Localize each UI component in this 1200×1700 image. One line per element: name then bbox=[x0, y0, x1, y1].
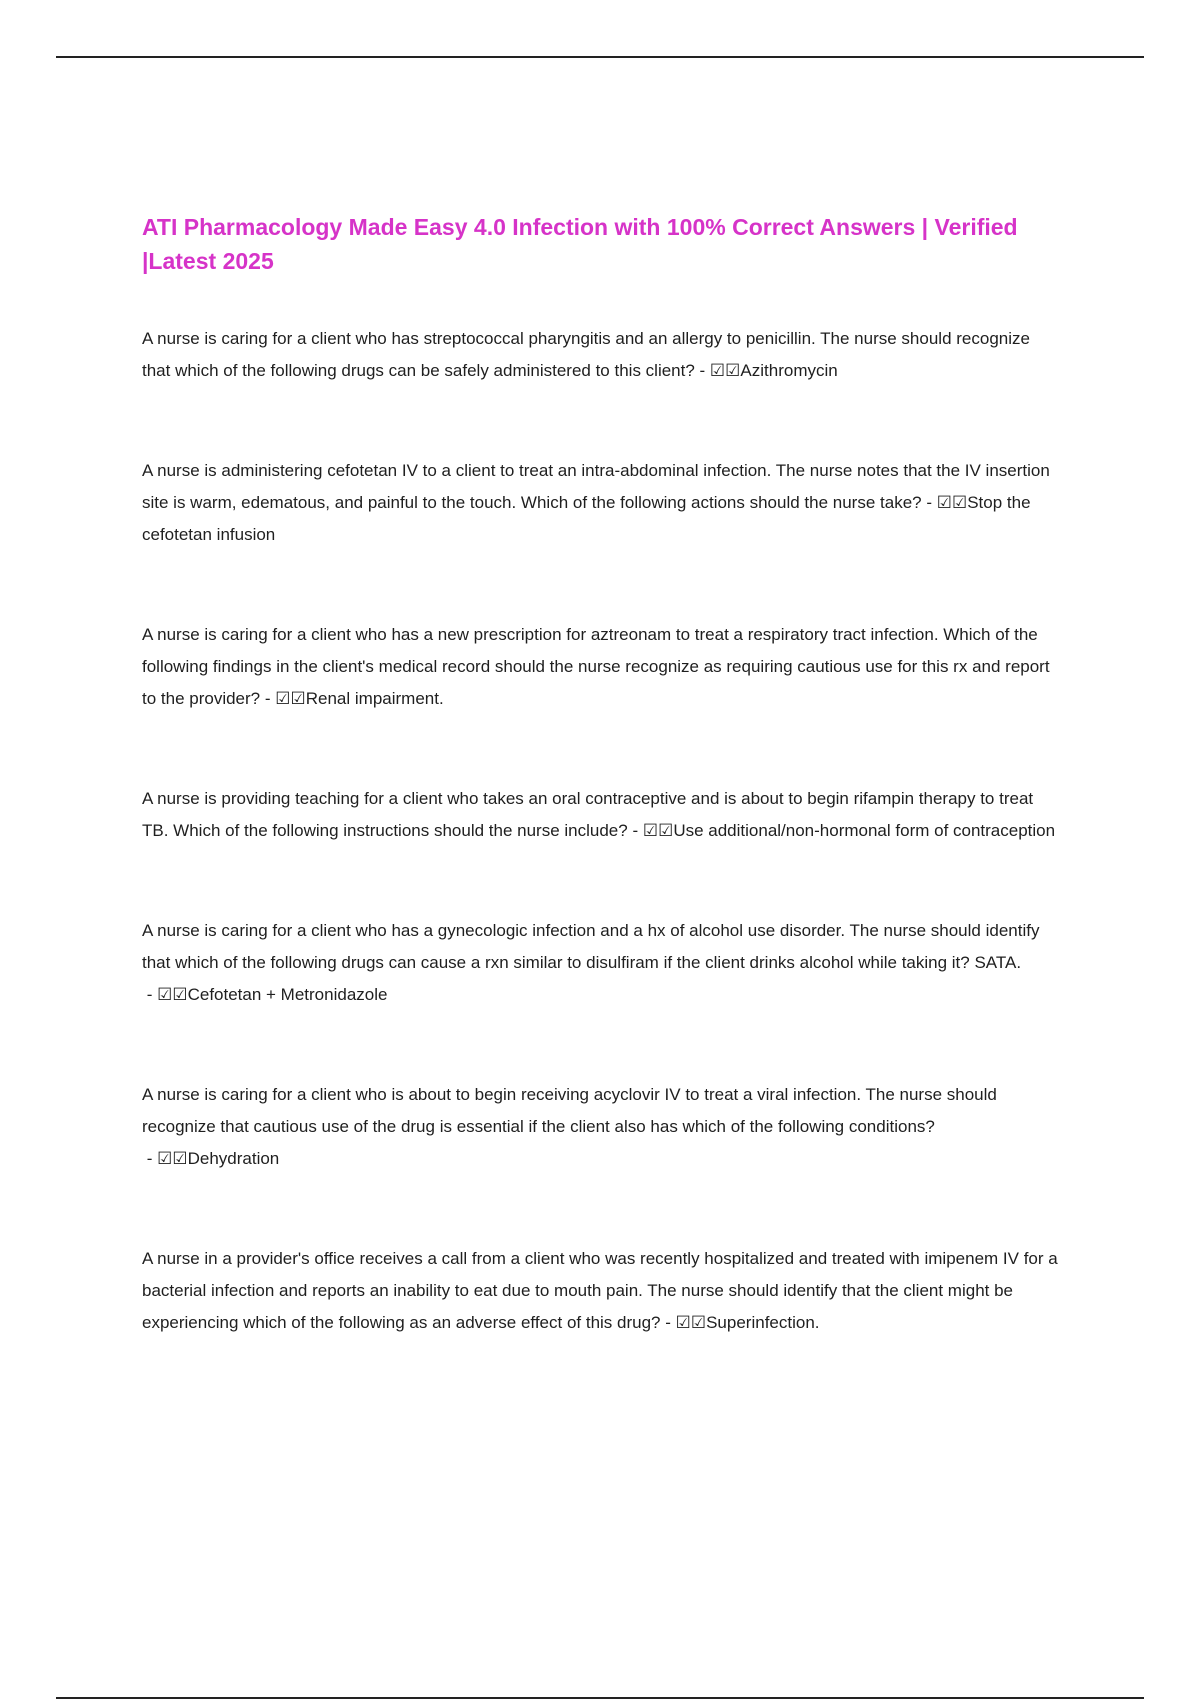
qa-item bbox=[142, 783, 1062, 847]
answer-separator: - bbox=[260, 689, 276, 708]
answer-check-icon: ☑☑ bbox=[936, 493, 968, 512]
answer-check-icon: ☑☑ bbox=[157, 1149, 188, 1168]
answer-separator: - bbox=[694, 361, 710, 380]
question-text: A nurse in a provider's office receives a call from a client who was recently hospitalized and treated with imipenem IV for a bacterial infection and reports an inability to eat due to mouth pain. The nurse should identify that the client might be experiencing which of the following as an adverse effect of this drug? bbox=[142, 1249, 1058, 1332]
question-text: A nurse is caring for a client who has a gynecologic infection and a hx of alcohol use disorder. The nurse should identify that which of the following drugs can cause a rxn similar to disulfiram if the client drinks alcohol while taking it? SATA. bbox=[142, 921, 1040, 972]
qa-item bbox=[142, 323, 1062, 387]
document-title: ATI Pharmacology Made Easy 4.0 Infection with 100% Correct Answers | Verified |Latest 2025 bbox=[142, 214, 1018, 274]
answer-separator: - bbox=[627, 821, 643, 840]
question-text: A nurse is administering cefotetan IV to a client to treat an intra-abdominal infection. The nurse notes that the IV insertion site is warm, edematous, and painful to the touch. Which of the following actions should the nurse take? bbox=[142, 461, 1050, 512]
qa-item bbox=[142, 455, 1062, 551]
answer-check-icon: ☑☑ bbox=[675, 1313, 707, 1332]
question-text: A nurse is caring for a client who has streptococcal pharyngitis and an allergy to penicillin. The nurse should recognize that which of the following drugs can be safely administered to this client? bbox=[142, 329, 1030, 380]
answer-text: Azithromycin bbox=[740, 361, 838, 380]
answer-check-icon: ☑☑ bbox=[157, 985, 188, 1004]
answer-check-icon: ☑☑ bbox=[709, 361, 741, 380]
question-text: A nurse is caring for a client who has a new prescription for aztreonam to treat a respiratory tract infection. Which of the following findings in the client's medical record should the nurse recognize as requiring cautious use for this rx and report to the provider? bbox=[142, 625, 1050, 708]
answer-text: Use additional/non-hormonal form of contraception bbox=[673, 821, 1056, 840]
answer-separator: - bbox=[142, 985, 158, 1004]
answer-text: Cefotetan + Metronidazole bbox=[187, 985, 388, 1004]
answer-text: Stop the cefotetan infusion bbox=[142, 493, 1031, 544]
answer-separator: - bbox=[142, 1149, 158, 1168]
question-text: A nurse is caring for a client who is about to begin receiving acyclovir IV to treat a viral infection. The nurse should recognize that cautious use of the drug is essential if the client also has which of the following conditions? bbox=[142, 1085, 997, 1136]
qa-list bbox=[142, 323, 1062, 1339]
answer-check-icon: ☑☑ bbox=[275, 689, 306, 708]
qa-item bbox=[142, 915, 1062, 1011]
top-rule bbox=[56, 56, 1144, 58]
answer-separator: - bbox=[921, 493, 937, 512]
bottom-rule bbox=[56, 1697, 1144, 1699]
qa-item bbox=[142, 1079, 1062, 1175]
answer-text: Dehydration bbox=[187, 1149, 280, 1168]
answer-check-icon: ☑☑ bbox=[642, 821, 674, 840]
qa-item bbox=[142, 1243, 1062, 1339]
answer-separator: - bbox=[660, 1313, 676, 1332]
answer-text: Superinfection. bbox=[706, 1313, 820, 1332]
question-text: A nurse is providing teaching for a client who takes an oral contraceptive and is about to begin rifampin therapy to treat TB. Which of the following instructions should the nurse include? bbox=[142, 789, 1034, 840]
answer-text: Renal impairment. bbox=[305, 689, 444, 708]
document-page bbox=[142, 210, 1062, 1407]
qa-item bbox=[142, 619, 1062, 715]
